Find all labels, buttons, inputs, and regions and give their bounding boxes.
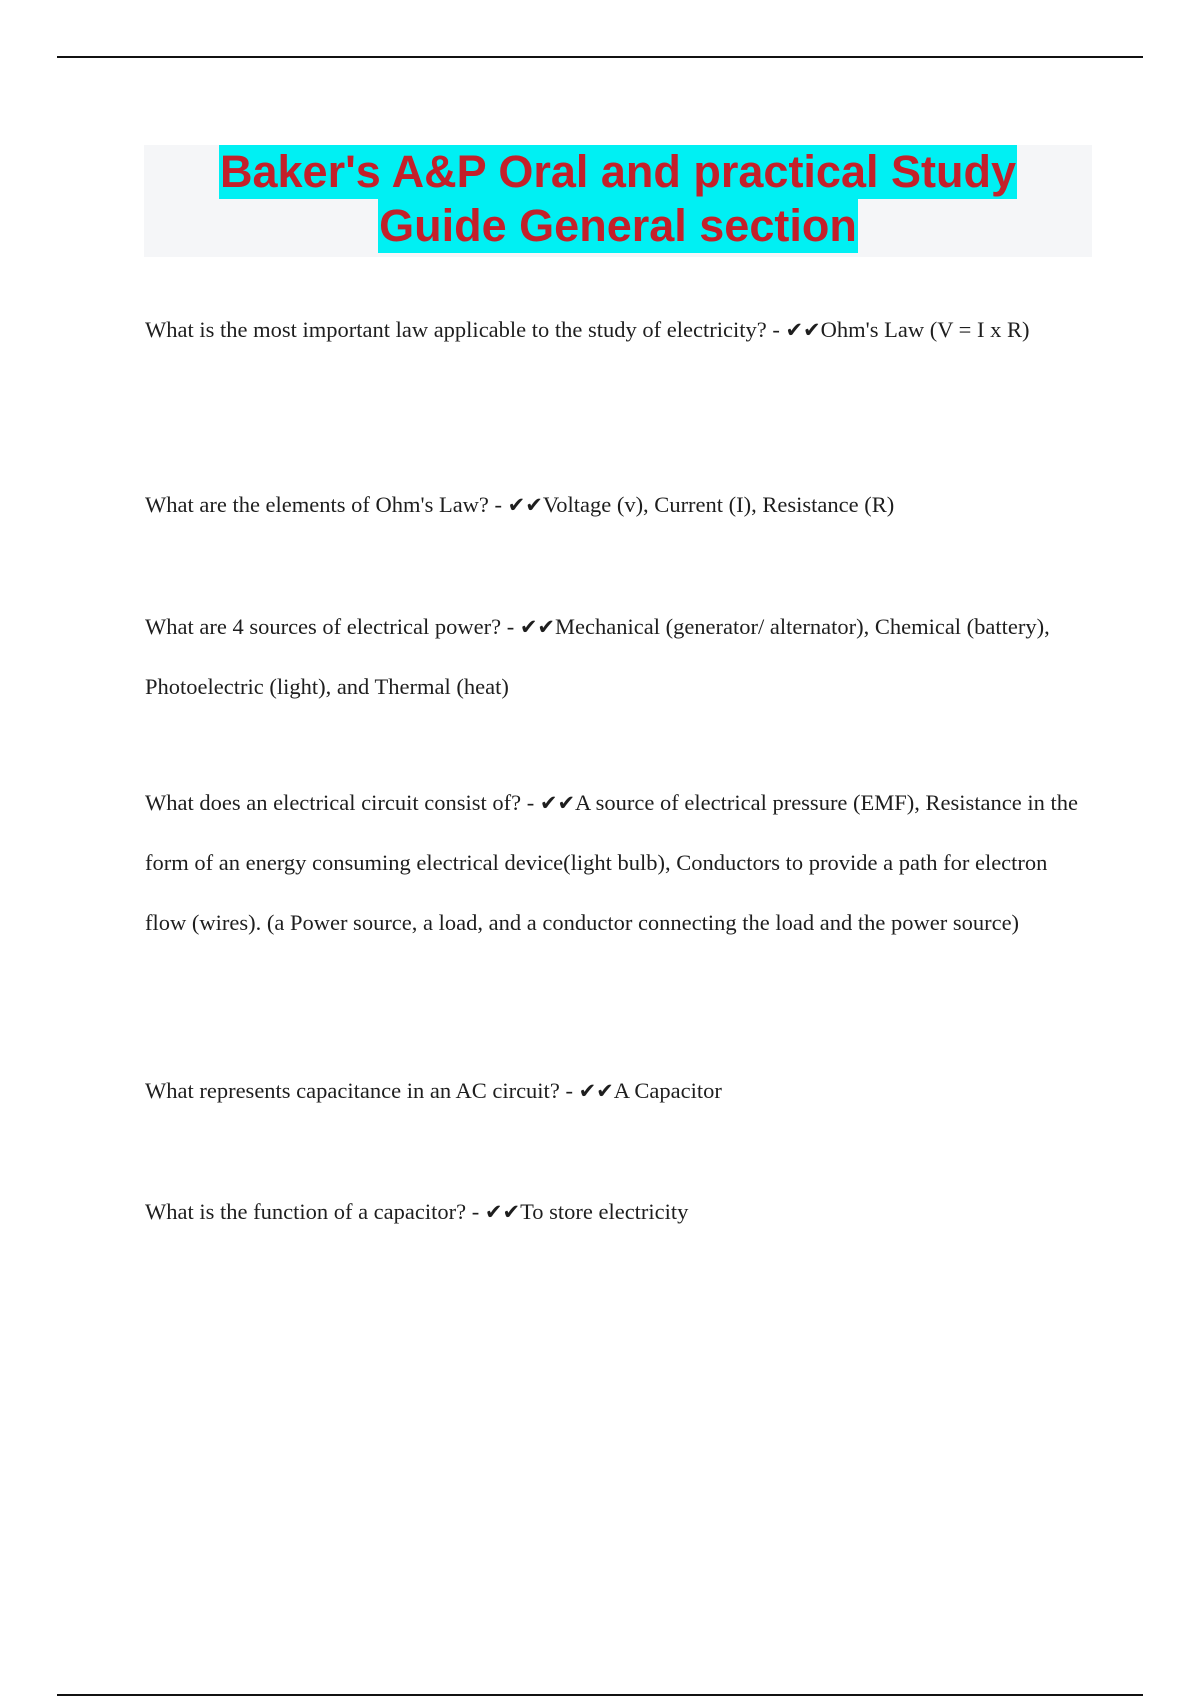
double-check-icon: ✔✔ (519, 615, 556, 639)
top-rule (57, 56, 1143, 58)
question-text: What is the function of a capacitor? (145, 1199, 467, 1224)
question-text: What are 4 sources of electrical power? (145, 614, 502, 639)
title-line-2: Guide General section (379, 200, 857, 251)
document-title (144, 145, 1092, 257)
answer-text: A Capacitor (613, 1078, 722, 1103)
qa-item (145, 475, 1090, 535)
double-check-icon: ✔✔ (539, 791, 576, 815)
question-text: What is the most important law applicable to the study of electricity? (145, 317, 767, 342)
bottom-rule (57, 1694, 1143, 1696)
answer-text: To store electricity (520, 1199, 689, 1224)
answer-text: Mechanical (generator/ alternator), Chemical (battery), Photoelectric (light), and Thermal (heat) (145, 614, 1050, 699)
double-check-icon: ✔✔ (785, 318, 821, 342)
qa-item (145, 1182, 1090, 1242)
qa-item (145, 1061, 1090, 1121)
title-line-1: Baker's A&P Oral and practical Study (219, 146, 1016, 197)
question-text: What are the elements of Ohm's Law? (145, 492, 489, 517)
double-check-icon: ✔✔ (484, 1200, 521, 1224)
question-text: What represents capacitance in an AC circuit? (145, 1078, 560, 1103)
separator: - (466, 1199, 485, 1224)
question-text: What does an electrical circuit consist of? (145, 790, 522, 815)
double-check-icon: ✔✔ (578, 1079, 614, 1103)
qa-item (145, 597, 1090, 717)
separator: - (559, 1078, 579, 1103)
separator: - (488, 492, 508, 517)
answer-text: Ohm's Law (V = I x R) (820, 317, 1030, 342)
double-check-icon: ✔✔ (507, 493, 543, 517)
qa-item (145, 773, 1090, 953)
separator: - (766, 317, 786, 342)
separator: - (501, 614, 520, 639)
answer-text: A source of electrical pressure (EMF), Resistance in the form of an energy consuming electrical device(light bulb), Conductors to provide a path for electron flow (wires). (a Power source, a load, and a conductor connecting the load and the power source) (145, 790, 1079, 935)
separator: - (521, 790, 540, 815)
answer-text: Voltage (v), Current (I), Resistance (R) (542, 492, 895, 517)
qa-item (145, 300, 1090, 360)
